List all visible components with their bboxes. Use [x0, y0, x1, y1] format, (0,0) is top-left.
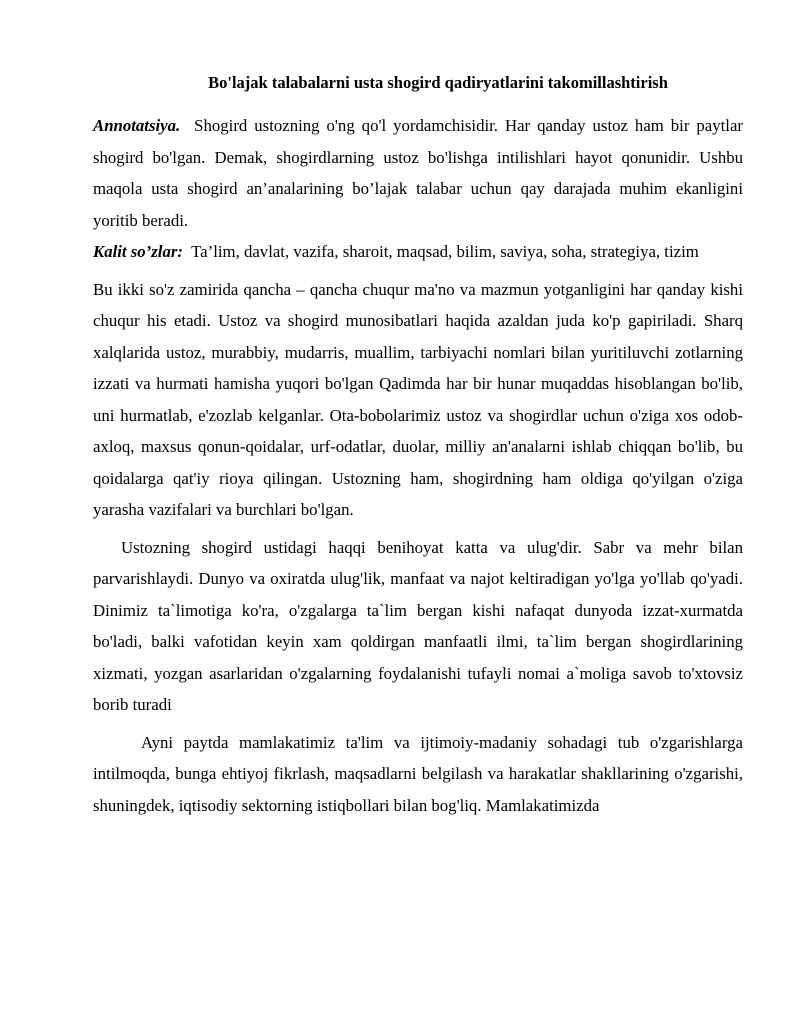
- document-page: [93, 70, 743, 821]
- body-paragraph-3: Ayni paytda mamlakatimiz ta'lim va ijtimoiy-madaniy sohadagi tub o'zgarishlarga intilmoqda, bunga ehtiyoj fikrlash, maqsadlarni belgilash va harakatlar shakllarining o'zgarishi, shuningdek, iqtisodiy sektorning istiqbollari bilan bog'liq. Mamlakatimizda: [93, 732, 743, 815]
- keywords-paragraph: [93, 236, 743, 268]
- annotation-text: Shogird ustozning o'ng qo'l yordamchisidir. Har qanday ustoz ham bir paytlar shogird bo'lgan. Demak, shogirdlarning ustoz bo'lishga intilishlari hayot qonunidir. Ushbu maqola usta shogird an’analarining bo’lajak talabar uchun qay darajada muhim ekanligini yoritib beradi.: [93, 116, 744, 230]
- paper-title: Bo'lajak talabalarni usta shogird qadiryatlarini takomillashtirish: [208, 73, 668, 92]
- body-paragraph-1: Bu ikki so'z zamirida qancha – qancha chuqur ma'no va mazmun yotganligini har qanday kishi chuqur his etadi. Ustoz va shogird munosibatlari haqida azaldan juda ko'p gapiriladi. Sharq xalqlarida ustoz, murabbiy, mudarris, muallim, tarbiyachi nomlari bilan yuritiluvchi zotlarning izzati va hurmati hamisha yuqori bo'lgan Qadimda har bir hunar muqaddas hisoblangan bo'lib, uni hurmatlab, e'zozlab kelganlar. Ota-bobolarimiz ustoz va shogirdlar uchun o'ziga xos odob-axloq, maxsus qonun-qoidalar, urf-odatlar, duolar, milliy an'analarni ishlab chiqqan bo'lib, bu qoidalarga qat'iy rioya qilingan. Ustozning ham, shogirdning ham oldiga qo'yilgan o'ziga yarasha vazifalari va burchlari bo'lgan.: [93, 279, 743, 519]
- annotation-paragraph: [93, 110, 743, 236]
- keywords-label: Kalit so’zlar:: [93, 242, 183, 261]
- body-paragraph-2: Ustozning shogird ustidagi haqqi benihoyat katta va ulug'dir. Sabr va mehr bilan parvarishlaydi. Dunyo va oxiratda ulug'lik, manfaat va najot keltiradigan yo'lga yo'llab qo'yadi. Dinimiz ta`limotiga ko'ra, o'zgalarga ta`lim bergan kishi nafaqat dunyoda izzat-xurmatda bo'ladi, balki vafotidan keyin xam qoldirgan manfaatli ilmi, ta`lim bergan shogirdlarining xizmati, yozgan asarlaridan o'zgalarning foydalanishi tufayli nomai a`moliga savob to'xtovsiz borib turadi: [93, 537, 743, 714]
- keywords-text: Ta’lim, davlat, vazifa, sharoit, maqsad, bilim, saviya, soha, strategiya, tizim: [191, 242, 699, 261]
- annotation-label: Annotatsiya.: [93, 116, 181, 135]
